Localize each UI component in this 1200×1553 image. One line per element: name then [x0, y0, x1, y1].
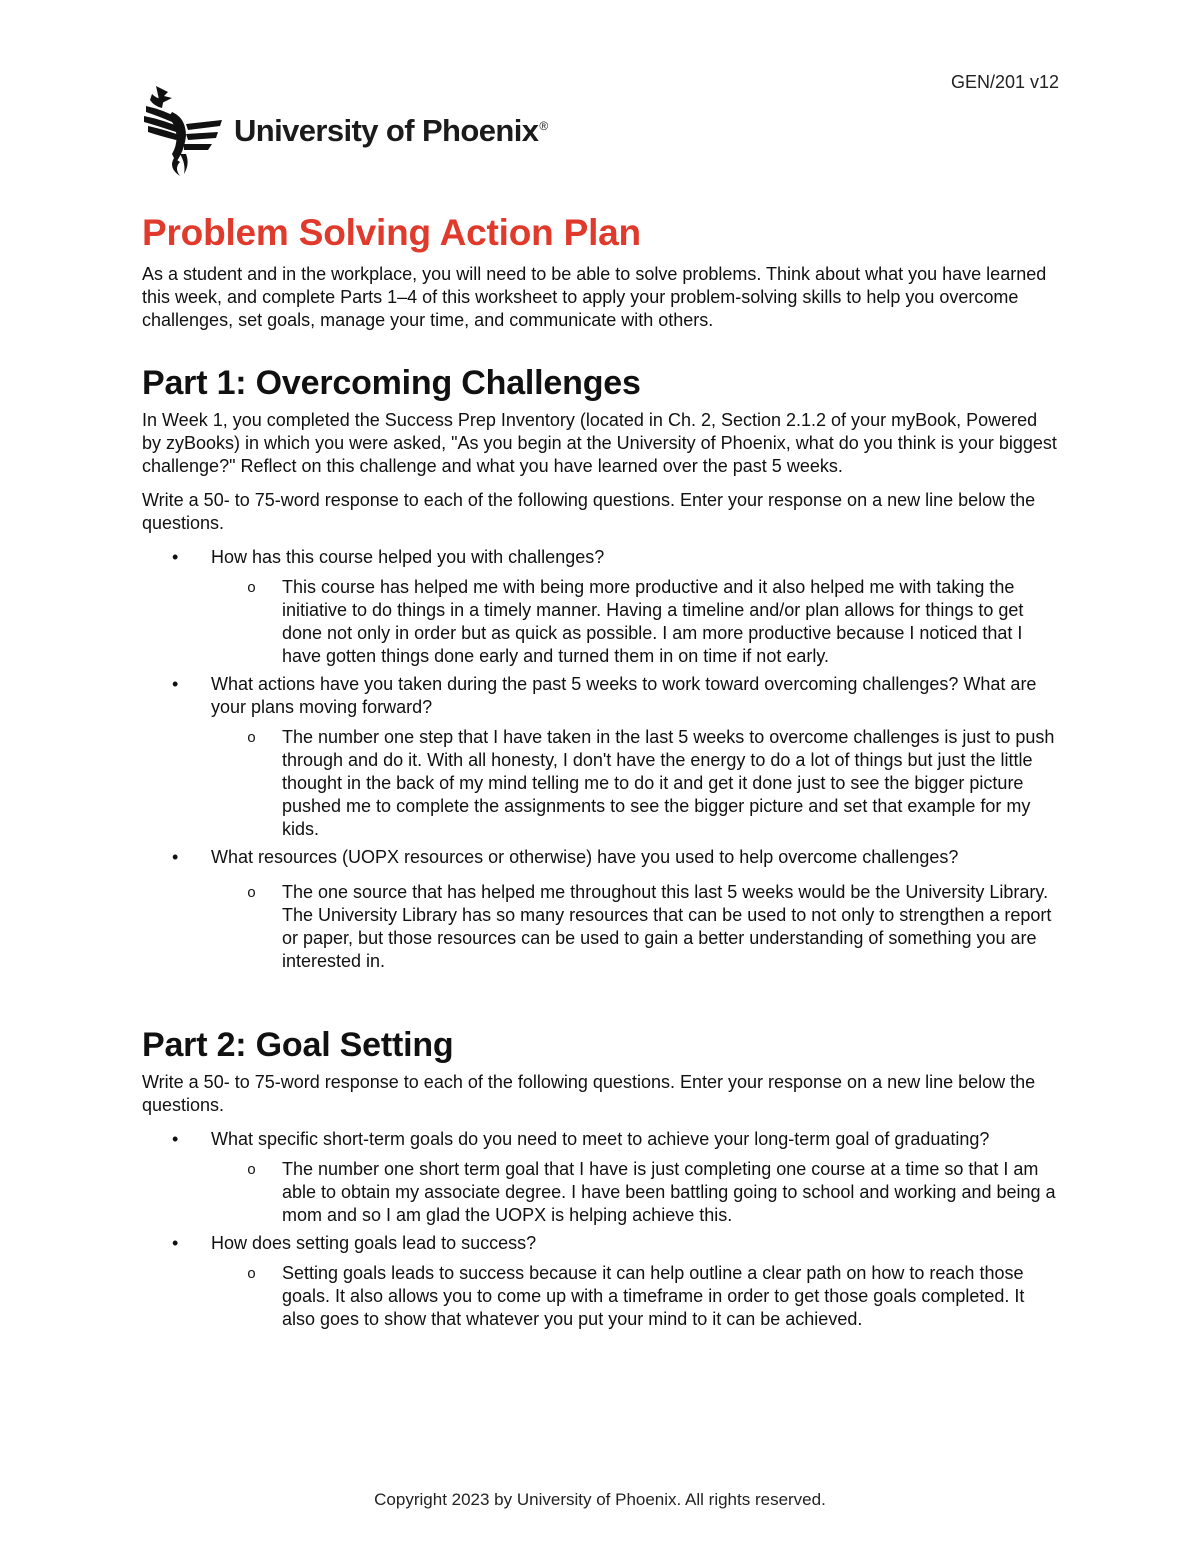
list-item: [142, 673, 1060, 841]
part1-question-list: [142, 546, 1060, 973]
answer-text: Setting goals leads to success because it can help outline a clear path on how to reach those goals. It also allows you to come up with a timeframe in order to get those goals completed. It also goes to show that whatever you put your mind to it can be achieved.: [282, 1263, 1025, 1329]
course-code: GEN/201 v12: [950, 72, 1059, 92]
sub-bullet-icon: o: [247, 1162, 257, 1179]
sub-bullet-icon: o: [247, 580, 257, 597]
part2-question-list: [142, 1128, 1060, 1331]
answer-item: [211, 881, 1060, 973]
answer-item: [211, 1158, 1060, 1227]
sub-bullet-icon: o: [247, 1266, 257, 1283]
answer-item: [211, 726, 1060, 841]
answer-text: This course has helped me with being more productive and it also helped me with taking the initiative to do things in a timely manner. Having a timeline and/or plan allows for things to get done not only in order but as quick as possible. I am more productive because I noticed that I have gotten things done early and turned them in on time if not early.: [282, 577, 1024, 666]
answer-text: The number one step that I have taken in the last 5 weeks to overcome challenges is just to push through and do it. With all honesty, I don't have the energy to do a lot of things but just the little thought in the back of my mind telling me to do it and get it done just to see the bigger picture pushed me to complete the assignments to see the bigger picture and set that example for my kids.: [282, 727, 1055, 839]
answer-text: The number one short term goal that I have is just completing one course at a time so that I am able to obtain my associate degree. I have been battling going to school and working and being a mom and so I am glad the UOPX is helping achieve this.: [282, 1159, 1056, 1225]
list-item: [142, 1232, 1060, 1331]
answer-text: The one source that has helped me throughout this last 5 weeks would be the University Library. The University Library has so many resources that can be used to not only to strengthen a report or paper, but those resources can be used to gain a better understanding of something you are interested in.: [282, 882, 1052, 971]
bullet-icon: •: [172, 847, 179, 867]
question-text: How does setting goals lead to success?: [211, 1233, 537, 1253]
university-logo: [142, 84, 548, 178]
part1-paragraph: In Week 1, you completed the Success Prep Inventory (located in Ch. 2, Section 2.1.2 of your myBook, Powered by zyBooks) in which you were asked, "As you begin at the University of Phoenix, what do you think is your biggest challenge?" Reflect on this challenge and what you have learned over the past 5 weeks.: [142, 410, 1057, 476]
bullet-icon: •: [172, 1233, 179, 1253]
intro-paragraph: As a student and in the workplace, you will need to be able to solve problems. Think about what you have learned this week, and complete Parts 1–4 of this worksheet to apply your problem-solving skills to help you overcome challenges, set goals, manage your time, and communicate with others.: [142, 264, 1047, 330]
part2-instructions: Write a 50- to 75-word response to each of the following questions. Enter your response on a new line below the questions.: [142, 1072, 1036, 1115]
document-body: [142, 212, 1060, 1336]
answer-item: [211, 576, 1060, 668]
page-title: Problem Solving Action Plan: [142, 212, 641, 253]
logo-wordmark: University of Phoenix®: [234, 113, 548, 148]
question-text: How has this course helped you with challenges?: [211, 547, 605, 567]
bullet-icon: •: [172, 547, 179, 567]
question-text: What actions have you taken during the past 5 weeks to work toward overcoming challenges? What are your plans moving forward?: [211, 674, 1037, 717]
sub-bullet-icon: o: [247, 730, 257, 747]
answer-item: [211, 1262, 1060, 1331]
bullet-icon: •: [172, 1129, 179, 1149]
part1-heading: Part 1: Overcoming Challenges: [142, 364, 641, 402]
phoenix-bird-icon: [142, 84, 224, 178]
part2-heading: Part 2: Goal Setting: [142, 1026, 454, 1064]
copyright-footer: Copyright 2023 by University of Phoenix. All rights reserved.: [374, 1490, 826, 1509]
sub-bullet-icon: o: [247, 885, 257, 902]
part1-instructions: Write a 50- to 75-word response to each of the following questions. Enter your response on a new line below the questions.: [142, 490, 1036, 533]
list-item: [142, 846, 1060, 973]
list-item: [142, 546, 1060, 668]
question-text: What specific short-term goals do you need to meet to achieve your long-term goal of graduating?: [211, 1129, 990, 1149]
list-item: [142, 1128, 1060, 1227]
question-text: What resources (UOPX resources or otherwise) have you used to help overcome challenges?: [211, 847, 959, 867]
bullet-icon: •: [172, 674, 179, 694]
